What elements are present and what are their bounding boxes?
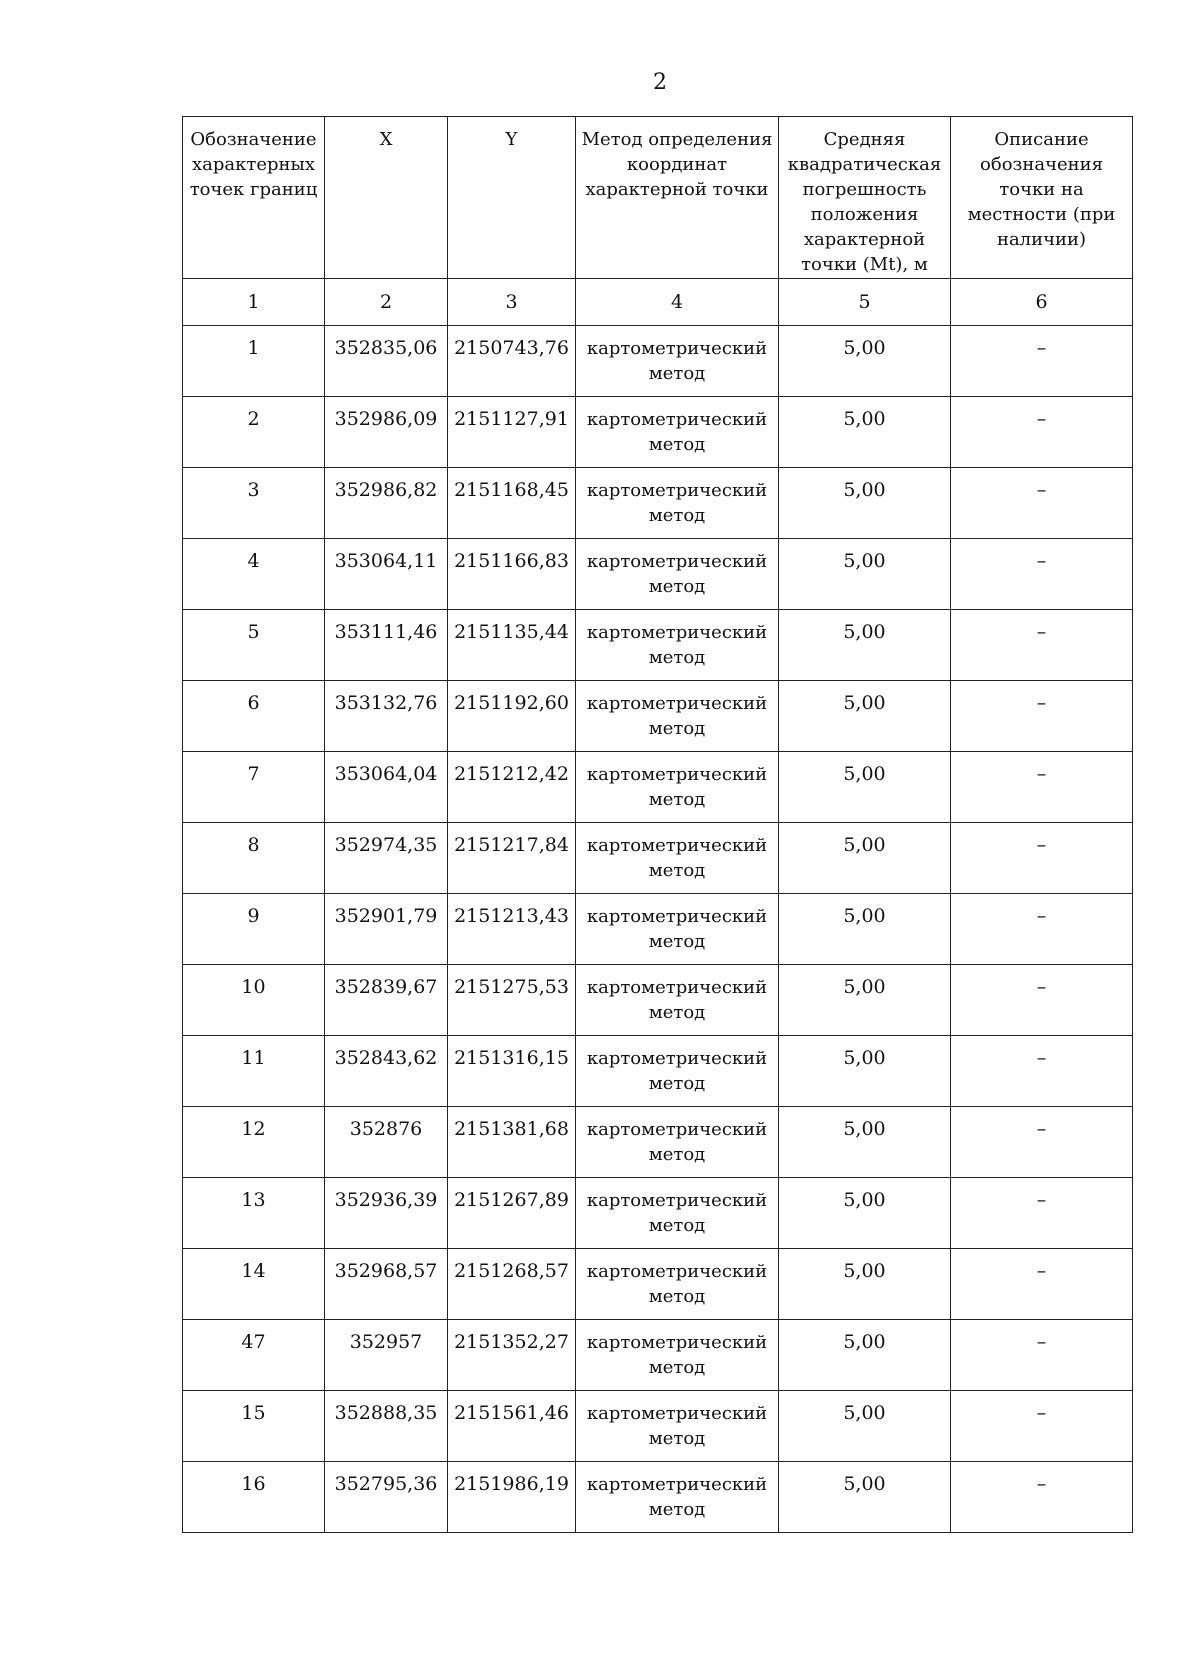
table-row: [183, 326, 1133, 397]
page-number: 2: [653, 70, 667, 95]
table-header: [183, 117, 1133, 279]
cell-method: картометрический метод: [576, 894, 779, 965]
header-point-designation: Обозначение характерных точек границ: [183, 117, 325, 279]
table-row: [183, 894, 1133, 965]
table-row: [183, 823, 1133, 894]
cell-y-coordinate: 2151267,89: [448, 1178, 576, 1249]
cell-method: картометрический метод: [576, 1462, 779, 1533]
table-row: [183, 468, 1133, 539]
cell-mean-square-error: 5,00: [779, 894, 951, 965]
header-method: Метод определения координат характерной точки: [576, 117, 779, 279]
cell-method: картометрический метод: [576, 539, 779, 610]
cell-x-coordinate: 352888,35: [325, 1391, 448, 1462]
cell-point-number: 5: [183, 610, 325, 681]
column-number: 3: [448, 279, 576, 326]
cell-mean-square-error: 5,00: [779, 397, 951, 468]
cell-description: –: [951, 1249, 1133, 1320]
table-row: [183, 1320, 1133, 1391]
cell-description: –: [951, 752, 1133, 823]
cell-mean-square-error: 5,00: [779, 1107, 951, 1178]
cell-point-number: 7: [183, 752, 325, 823]
cell-mean-square-error: 5,00: [779, 468, 951, 539]
cell-method: картометрический метод: [576, 1178, 779, 1249]
cell-method: картометрический метод: [576, 397, 779, 468]
cell-point-number: 4: [183, 539, 325, 610]
cell-method: картометрический метод: [576, 965, 779, 1036]
table-row: [183, 610, 1133, 681]
cell-y-coordinate: 2150743,76: [448, 326, 576, 397]
cell-x-coordinate: 352986,09: [325, 397, 448, 468]
cell-point-number: 3: [183, 468, 325, 539]
column-number-row: [183, 279, 1133, 326]
cell-description: –: [951, 539, 1133, 610]
cell-y-coordinate: 2151561,46: [448, 1391, 576, 1462]
cell-method: картометрический метод: [576, 823, 779, 894]
cell-mean-square-error: 5,00: [779, 681, 951, 752]
table-row: [183, 752, 1133, 823]
cell-x-coordinate: 352839,67: [325, 965, 448, 1036]
cell-method: картометрический метод: [576, 1320, 779, 1391]
cell-mean-square-error: 5,00: [779, 823, 951, 894]
cell-description: –: [951, 1107, 1133, 1178]
cell-method: картометрический метод: [576, 1107, 779, 1178]
cell-x-coordinate: 352957: [325, 1320, 448, 1391]
cell-mean-square-error: 5,00: [779, 610, 951, 681]
cell-y-coordinate: 2151986,19: [448, 1462, 576, 1533]
cell-mean-square-error: 5,00: [779, 1249, 951, 1320]
cell-point-number: 47: [183, 1320, 325, 1391]
column-number: 1: [183, 279, 325, 326]
cell-x-coordinate: 352835,06: [325, 326, 448, 397]
column-number: 6: [951, 279, 1133, 326]
cell-description: –: [951, 1178, 1133, 1249]
cell-point-number: 13: [183, 1178, 325, 1249]
table-row: [183, 1391, 1133, 1462]
cell-y-coordinate: 2151192,60: [448, 681, 576, 752]
cell-y-coordinate: 2151268,57: [448, 1249, 576, 1320]
table-row: [183, 965, 1133, 1036]
cell-description: –: [951, 610, 1133, 681]
cell-description: –: [951, 1391, 1133, 1462]
cell-point-number: 6: [183, 681, 325, 752]
header-description: Описание обозначения точки на местности (при наличии): [951, 117, 1133, 279]
cell-point-number: 1: [183, 326, 325, 397]
column-number: 4: [576, 279, 779, 326]
cell-description: –: [951, 965, 1133, 1036]
cell-method: картометрический метод: [576, 1391, 779, 1462]
column-number: 5: [779, 279, 951, 326]
cell-y-coordinate: 2151381,68: [448, 1107, 576, 1178]
table-row: [183, 681, 1133, 752]
cell-method: картометрический метод: [576, 610, 779, 681]
cell-x-coordinate: 352795,36: [325, 1462, 448, 1533]
column-number: 2: [325, 279, 448, 326]
table-row: [183, 539, 1133, 610]
cell-description: –: [951, 823, 1133, 894]
cell-mean-square-error: 5,00: [779, 1391, 951, 1462]
cell-x-coordinate: 352974,35: [325, 823, 448, 894]
coordinates-table-container: [182, 116, 1132, 1533]
header-mean-square-error: Средняя квадратическая погрешность положения характерной точки (Mt), м: [779, 117, 951, 279]
cell-point-number: 16: [183, 1462, 325, 1533]
cell-mean-square-error: 5,00: [779, 539, 951, 610]
header-row: [183, 117, 1133, 279]
cell-method: картометрический метод: [576, 681, 779, 752]
cell-description: –: [951, 326, 1133, 397]
cell-y-coordinate: 2151217,84: [448, 823, 576, 894]
cell-mean-square-error: 5,00: [779, 326, 951, 397]
cell-mean-square-error: 5,00: [779, 1178, 951, 1249]
cell-description: –: [951, 468, 1133, 539]
cell-method: картометрический метод: [576, 1249, 779, 1320]
cell-y-coordinate: 2151127,91: [448, 397, 576, 468]
cell-point-number: 2: [183, 397, 325, 468]
cell-y-coordinate: 2151275,53: [448, 965, 576, 1036]
header-y: Y: [448, 117, 576, 279]
cell-y-coordinate: 2151352,27: [448, 1320, 576, 1391]
cell-point-number: 8: [183, 823, 325, 894]
cell-y-coordinate: 2151316,15: [448, 1036, 576, 1107]
cell-method: картометрический метод: [576, 752, 779, 823]
header-x: X: [325, 117, 448, 279]
cell-y-coordinate: 2151212,42: [448, 752, 576, 823]
cell-y-coordinate: 2151166,83: [448, 539, 576, 610]
cell-point-number: 10: [183, 965, 325, 1036]
cell-point-number: 14: [183, 1249, 325, 1320]
cell-y-coordinate: 2151168,45: [448, 468, 576, 539]
cell-description: –: [951, 397, 1133, 468]
cell-x-coordinate: 353111,46: [325, 610, 448, 681]
cell-y-coordinate: 2151213,43: [448, 894, 576, 965]
cell-description: –: [951, 681, 1133, 752]
cell-x-coordinate: 352986,82: [325, 468, 448, 539]
cell-description: –: [951, 1036, 1133, 1107]
cell-mean-square-error: 5,00: [779, 965, 951, 1036]
table-body: [183, 279, 1133, 1533]
cell-mean-square-error: 5,00: [779, 1036, 951, 1107]
cell-x-coordinate: 352901,79: [325, 894, 448, 965]
cell-method: картометрический метод: [576, 326, 779, 397]
table-row: [183, 1107, 1133, 1178]
cell-x-coordinate: 353064,04: [325, 752, 448, 823]
cell-x-coordinate: 353064,11: [325, 539, 448, 610]
cell-description: –: [951, 894, 1133, 965]
cell-point-number: 11: [183, 1036, 325, 1107]
cell-x-coordinate: 352936,39: [325, 1178, 448, 1249]
table-row: [183, 397, 1133, 468]
cell-point-number: 15: [183, 1391, 325, 1462]
cell-x-coordinate: 352968,57: [325, 1249, 448, 1320]
cell-x-coordinate: 352843,62: [325, 1036, 448, 1107]
cell-description: –: [951, 1462, 1133, 1533]
cell-mean-square-error: 5,00: [779, 1462, 951, 1533]
coordinates-table: [182, 116, 1133, 1533]
table-row: [183, 1178, 1133, 1249]
cell-x-coordinate: 353132,76: [325, 681, 448, 752]
cell-y-coordinate: 2151135,44: [448, 610, 576, 681]
table-row: [183, 1036, 1133, 1107]
cell-mean-square-error: 5,00: [779, 1320, 951, 1391]
cell-method: картометрический метод: [576, 468, 779, 539]
cell-point-number: 9: [183, 894, 325, 965]
cell-mean-square-error: 5,00: [779, 752, 951, 823]
cell-description: –: [951, 1320, 1133, 1391]
table-row: [183, 1462, 1133, 1533]
cell-x-coordinate: 352876: [325, 1107, 448, 1178]
table-row: [183, 1249, 1133, 1320]
cell-method: картометрический метод: [576, 1036, 779, 1107]
cell-point-number: 12: [183, 1107, 325, 1178]
